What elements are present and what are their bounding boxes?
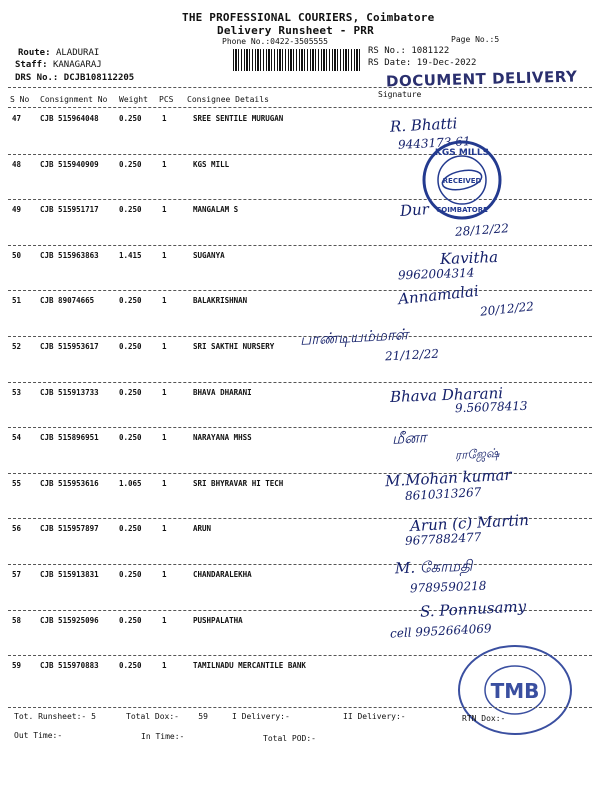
row-pcs: 1 <box>162 615 167 625</box>
row-weight: 1.065 <box>119 478 142 488</box>
row-pcs: 1 <box>162 114 167 123</box>
row-consignee: BALAKRISHNAN <box>193 296 248 306</box>
row-signature-note: 9962004314 <box>397 265 475 283</box>
row-pcs: 1 <box>162 478 167 488</box>
col-weight: Weight <box>119 95 148 104</box>
row-signature-note: 8610313267 <box>404 484 482 503</box>
row-weight: 0.250 <box>119 433 142 443</box>
row-signature: Bhava Dharani <box>389 383 504 406</box>
kgs-seal-inner-text: RECEIVED <box>442 177 482 185</box>
row-signature: R. Bhatti <box>389 114 458 136</box>
rs-no-field <box>368 46 449 56</box>
rs-date-value: 19-Dec-2022 <box>416 58 477 68</box>
row-consignee: TAMILNADU MERCANTILE BANK <box>193 661 306 671</box>
route-field <box>18 48 99 58</box>
row-divider <box>8 154 592 155</box>
col-sno: S No <box>10 95 30 104</box>
row-signature: S. Ponnusamy <box>419 596 527 621</box>
i-delivery: I Delivery:- <box>232 712 290 721</box>
document-delivery-stamp: DOCUMENT DELIVERY <box>385 67 578 91</box>
row-pcs: 1 <box>162 661 167 671</box>
row-signature-note: 9443173 61 <box>397 134 471 152</box>
header-bottom-rule <box>8 107 592 108</box>
row-signature: M. கோமதி <box>394 556 473 578</box>
row-consignment-no: CJB 515951717 <box>40 205 99 215</box>
rs-date-field <box>368 58 476 68</box>
row-weight: 0.250 <box>119 205 142 215</box>
row-sno: 52 <box>12 342 22 351</box>
row-consignment-no: CJB 515913831 <box>40 570 99 579</box>
row-sno: 54 <box>12 433 22 443</box>
row-consignment-no: CJB 515970883 <box>40 661 99 671</box>
staff-field <box>15 60 102 70</box>
rs-no-value: 1081122 <box>411 46 450 56</box>
row-consignment-no: CJB 515925096 <box>40 615 99 625</box>
route-label: Route: <box>18 48 51 58</box>
staff-label: Staff: <box>15 60 48 70</box>
table-row <box>0 110 600 156</box>
row-pcs: 1 <box>162 205 167 215</box>
total-dox-label: Total Dox:- <box>126 712 179 721</box>
row-sno: 51 <box>12 296 22 306</box>
row-consignment-no: CJB 515964048 <box>40 114 99 123</box>
col-pcs: PCS <box>159 95 174 104</box>
row-weight: 0.250 <box>119 159 142 169</box>
table-row <box>0 384 600 430</box>
col-consignee: Consignee Details <box>187 95 269 104</box>
row-consignment-no: CJB 515896951 <box>40 433 99 443</box>
row-divider <box>8 245 592 246</box>
total-pod: Total POD:- <box>263 734 316 743</box>
row-divider <box>8 290 592 291</box>
kgs-mills-seal <box>420 138 504 222</box>
row-signature-note: cell 9952664069 <box>389 620 492 641</box>
route-value: ALADURAI <box>55 48 100 58</box>
row-consignee: NARAYANA MHSS <box>193 433 252 443</box>
drs-field <box>15 73 134 83</box>
total-dox-value: 59 <box>198 712 208 721</box>
kgs-seal-bottom-text: COIMBATORE <box>436 206 488 214</box>
row-sno: 55 <box>12 478 22 488</box>
table-row <box>0 247 600 293</box>
row-divider <box>8 564 592 565</box>
table-row <box>0 325 600 384</box>
row-sno: 56 <box>12 524 22 534</box>
row-divider <box>8 427 592 428</box>
row-pcs: 1 <box>162 433 167 443</box>
in-time: In Time:- <box>141 732 185 741</box>
row-consignee: SRI BHYRAVAR HI TECH <box>193 478 284 488</box>
row-pcs: 1 <box>162 342 167 351</box>
row-signature: Annamalai <box>397 282 480 309</box>
rtn-dox: RTN Dox:- <box>462 714 506 723</box>
row-consignment-no: CJB 515963863 <box>40 250 99 260</box>
row-sno: 47 <box>12 114 22 123</box>
row-weight: 0.250 <box>119 524 142 534</box>
row-divider <box>8 382 592 383</box>
col-signature: Signature <box>378 90 422 99</box>
row-signature: மீனா <box>391 428 427 449</box>
row-pcs: 1 <box>162 159 167 169</box>
row-weight: 0.250 <box>119 661 142 671</box>
phone-number: Phone No.:0422-3505555 <box>222 37 328 46</box>
row-sno: 49 <box>12 205 22 215</box>
row-signature-note: 9677882477 <box>404 530 482 549</box>
table-row <box>0 201 600 247</box>
row-pcs: 1 <box>162 387 167 397</box>
row-pcs: 1 <box>162 296 167 306</box>
row-consignee: SUGANYA <box>193 250 225 260</box>
row-signature-note: ராஜேஷ் <box>454 446 500 463</box>
page-number: Page No.:5 <box>451 35 500 44</box>
row-consignment-no: CJB 515957897 <box>40 524 99 534</box>
row-pcs: 1 <box>162 250 167 260</box>
row-signature: பாண்டியம்மாள் <box>299 325 409 349</box>
table-row <box>0 511 600 566</box>
rs-no-label: RS No.: <box>368 46 406 56</box>
row-sno: 59 <box>12 661 22 671</box>
row-divider <box>8 199 592 200</box>
row-weight: 0.250 <box>119 570 142 579</box>
row-signature-note: 9.56078413 <box>454 398 528 415</box>
row-sno: 48 <box>12 159 22 169</box>
table-row <box>0 156 600 202</box>
row-weight: 0.250 <box>119 387 142 397</box>
row-pcs: 1 <box>162 570 167 579</box>
rs-date-label: RS Date: <box>368 58 412 68</box>
row-consignee: SRI SAKTHI NURSERY <box>193 342 275 351</box>
header-top-rule <box>8 87 592 88</box>
row-weight: 0.250 <box>119 342 142 351</box>
row-signature: Kavitha <box>439 247 499 268</box>
row-consignment-no: CJB 89074665 <box>40 296 95 306</box>
row-consignee: MANGALAM S <box>193 205 239 215</box>
row-signature-note: 28/12/22 <box>454 221 510 240</box>
barcode <box>233 49 361 71</box>
row-weight: 0.250 <box>119 296 142 306</box>
row-consignee: CHANDARALEKHA <box>193 570 252 579</box>
drs-value: DCJB108112205 <box>63 73 135 83</box>
footer-rule <box>8 707 592 708</box>
row-consignee: ARUN <box>193 524 212 534</box>
row-consignment-no: CJB 515913733 <box>40 387 99 397</box>
kgs-seal-outer-text: KGS MILLS <box>434 148 490 158</box>
tmb-seal-text: TMB <box>490 679 540 703</box>
row-consignee: PUSHPALATHA <box>193 615 243 625</box>
staff-value: KANAGARAJ <box>52 60 102 70</box>
row-signature-note: 21/12/22 <box>384 346 440 364</box>
runsheet-title: Delivery Runsheet - PRR <box>217 24 374 37</box>
row-consignment-no: CJB 515953616 <box>40 478 99 488</box>
row-consignee: KGS MILL <box>193 159 230 169</box>
row-signature: M.Mohan kumar <box>384 465 513 491</box>
row-sno: 58 <box>12 615 22 625</box>
tmb-bank-seal <box>455 640 575 740</box>
col-consignment: Consignment No <box>40 95 108 104</box>
total-dox <box>126 712 208 721</box>
row-consignee: SREE SENTILE MURUGAN <box>193 114 284 123</box>
row-consignee: BHAVA DHARANI <box>193 387 252 397</box>
row-pcs: 1 <box>162 524 167 534</box>
row-sno: 57 <box>12 570 22 579</box>
company-name: THE PROFESSIONAL COURIERS, Coimbatore <box>182 11 435 24</box>
row-weight: 0.250 <box>119 114 142 123</box>
row-sno: 50 <box>12 250 22 260</box>
row-consignment-no: CJB 515953617 <box>40 342 99 351</box>
row-sno: 53 <box>12 387 22 397</box>
tot-runsheet: Tot. Runsheet:- 5 <box>14 712 96 721</box>
row-signature: Dur <box>399 200 430 221</box>
row-signature-note: 20/12/22 <box>479 299 535 320</box>
row-weight: 1.415 <box>119 250 142 260</box>
row-signature-note: 9789590218 <box>409 578 487 596</box>
row-consignment-no: CJB 515940909 <box>40 159 99 169</box>
row-signature: Arun (c) Martin <box>409 511 530 536</box>
drs-label: DRS No.: <box>15 73 59 83</box>
out-time: Out Time:- <box>14 731 63 740</box>
row-weight: 0.250 <box>119 615 142 625</box>
ii-delivery: II Delivery:- <box>343 712 406 721</box>
